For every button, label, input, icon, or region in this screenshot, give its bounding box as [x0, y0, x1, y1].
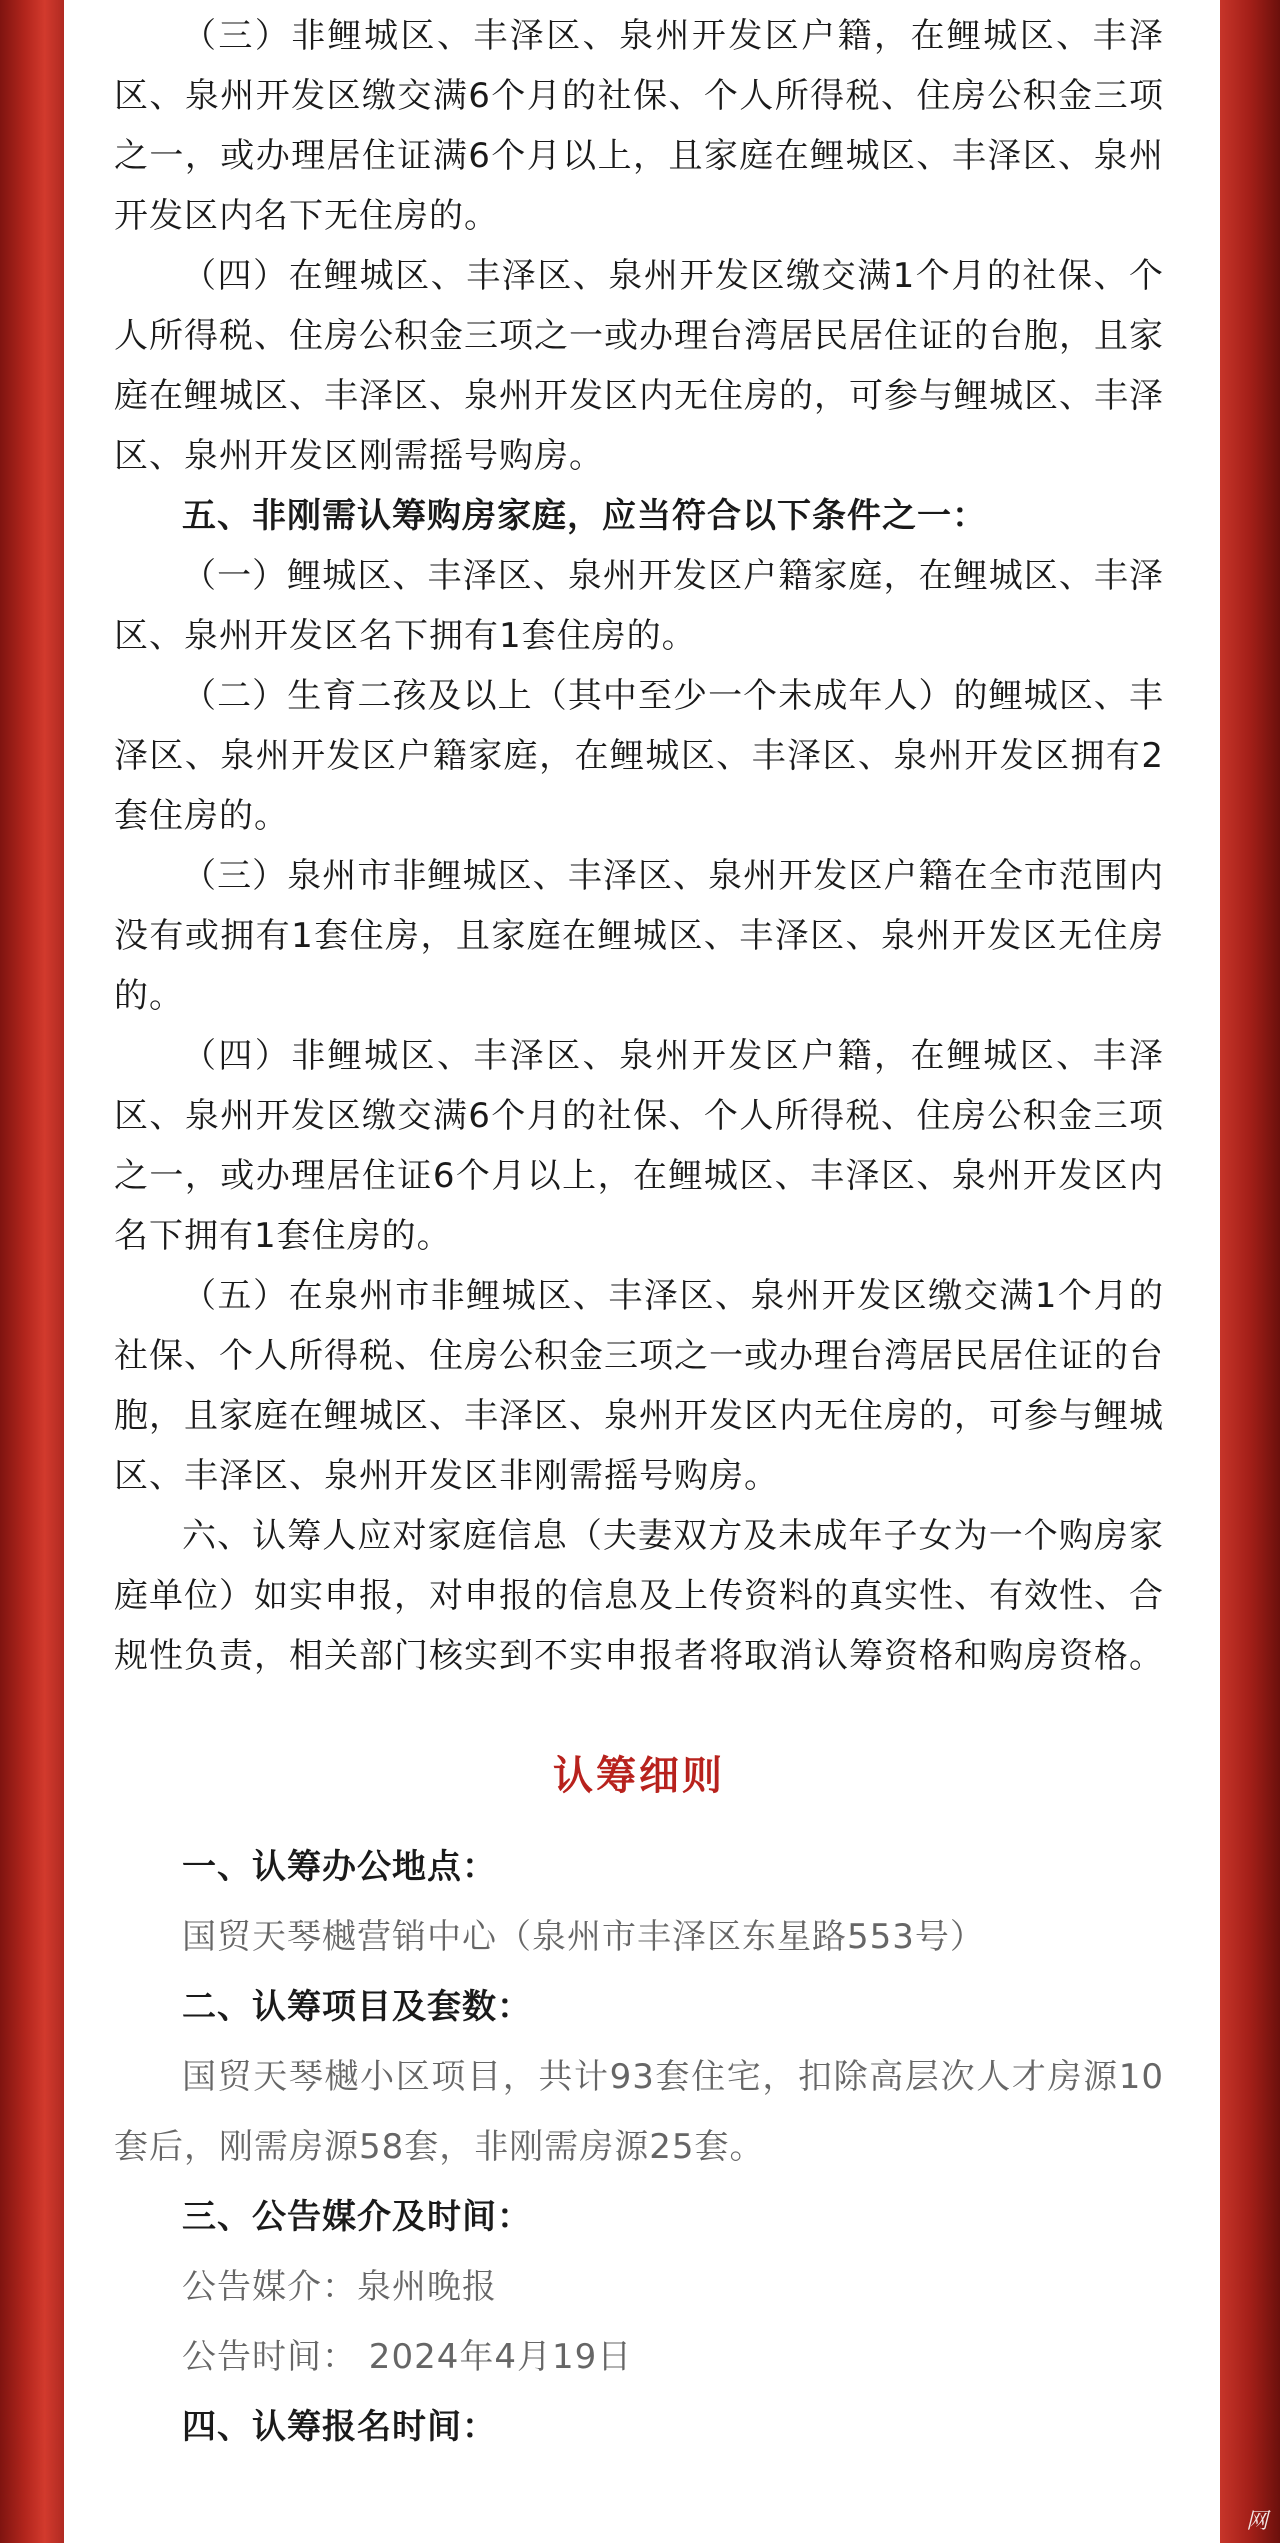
project-units-heading: 二、认筹项目及套数： — [182, 1987, 532, 2027]
watermark-logo: 网 — [1245, 2509, 1268, 2534]
non-rigid-clause-5: （五）在泉州市非鲤城区、丰泽区、泉州开发区缴交满1个月的社保、个人所得税、住房公积金三项之一或办理台湾居民居住证的台胞，且家庭在鲤城区、丰泽区、泉州开发区内无住房的，可参与鲤城区、丰泽区、泉州开发区非刚需摇号购房。 — [114, 1276, 1164, 1496]
office-location-heading: 一、认筹办公地点： — [182, 1847, 497, 1887]
document-content — [114, 0, 1164, 2462]
announcement-heading: 三、公告媒介及时间： — [182, 2197, 532, 2237]
non-rigid-clause-1: （一）鲤城区、丰泽区、泉州开发区户籍家庭，在鲤城区、丰泽区、泉州开发区名下拥有1套住房的。 — [114, 556, 1164, 656]
left-red-border — [0, 0, 64, 2543]
announcement-media: 公告媒介：泉州晚报 — [182, 2267, 497, 2307]
registration-time-heading: 四、认筹报名时间： — [182, 2407, 497, 2447]
project-units-text: 国贸天琴樾小区项目，共计93套住宅，扣除高层次人才房源10套后，刚需房源58套，非刚需房源25套。 — [114, 2057, 1164, 2167]
section-five-heading: 五、非刚需认筹购房家庭，应当符合以下条件之一： — [182, 496, 987, 536]
announcement-time: 公告时间： 2024年4月19日 — [182, 2337, 633, 2377]
office-location-text: 国贸天琴樾营销中心（泉州市丰泽区东星路553号） — [182, 1917, 985, 1957]
non-rigid-clause-3: （三）泉州市非鲤城区、丰泽区、泉州开发区户籍在全市范围内没有或拥有1套住房，且家庭在鲤城区、丰泽区、泉州开发区无住房的。 — [114, 856, 1164, 1016]
clause-4-paragraph: （四）在鲤城区、丰泽区、泉州开发区缴交满1个月的社保、个人所得税、住房公积金三项之一或办理台湾居民居住证的台胞，且家庭在鲤城区、丰泽区、泉州开发区内无住房的，可参与鲤城区、丰泽区、泉州开发区刚需摇号购房。 — [114, 256, 1164, 476]
details-section-title: 认筹细则 — [553, 1753, 725, 1799]
section-six-paragraph: 六、认筹人应对家庭信息（夫妻双方及未成年子女为一个购房家庭单位）如实申报，对申报的信息及上传资料的真实性、有效性、合规性负责，相关部门核实到不实申报者将取消认筹资格和购房资格。 — [114, 1516, 1164, 1676]
clause-3-paragraph: （三）非鲤城区、丰泽区、泉州开发区户籍，在鲤城区、丰泽区、泉州开发区缴交满6个月的社保、个人所得税、住房公积金三项之一，或办理居住证满6个月以上，且家庭在鲤城区、丰泽区、泉州开发区内名下无住房的。 — [114, 16, 1164, 236]
right-red-border — [1220, 0, 1280, 2543]
non-rigid-clause-4: （四）非鲤城区、丰泽区、泉州开发区户籍，在鲤城区、丰泽区、泉州开发区缴交满6个月的社保、个人所得税、住房公积金三项之一，或办理居住证6个月以上，在鲤城区、丰泽区、泉州开发区内名下拥有1套住房的。 — [114, 1036, 1164, 1256]
non-rigid-clause-2: （二）生育二孩及以上（其中至少一个未成年人）的鲤城区、丰泽区、泉州开发区户籍家庭，在鲤城区、丰泽区、泉州开发区拥有2套住房的。 — [114, 676, 1164, 836]
